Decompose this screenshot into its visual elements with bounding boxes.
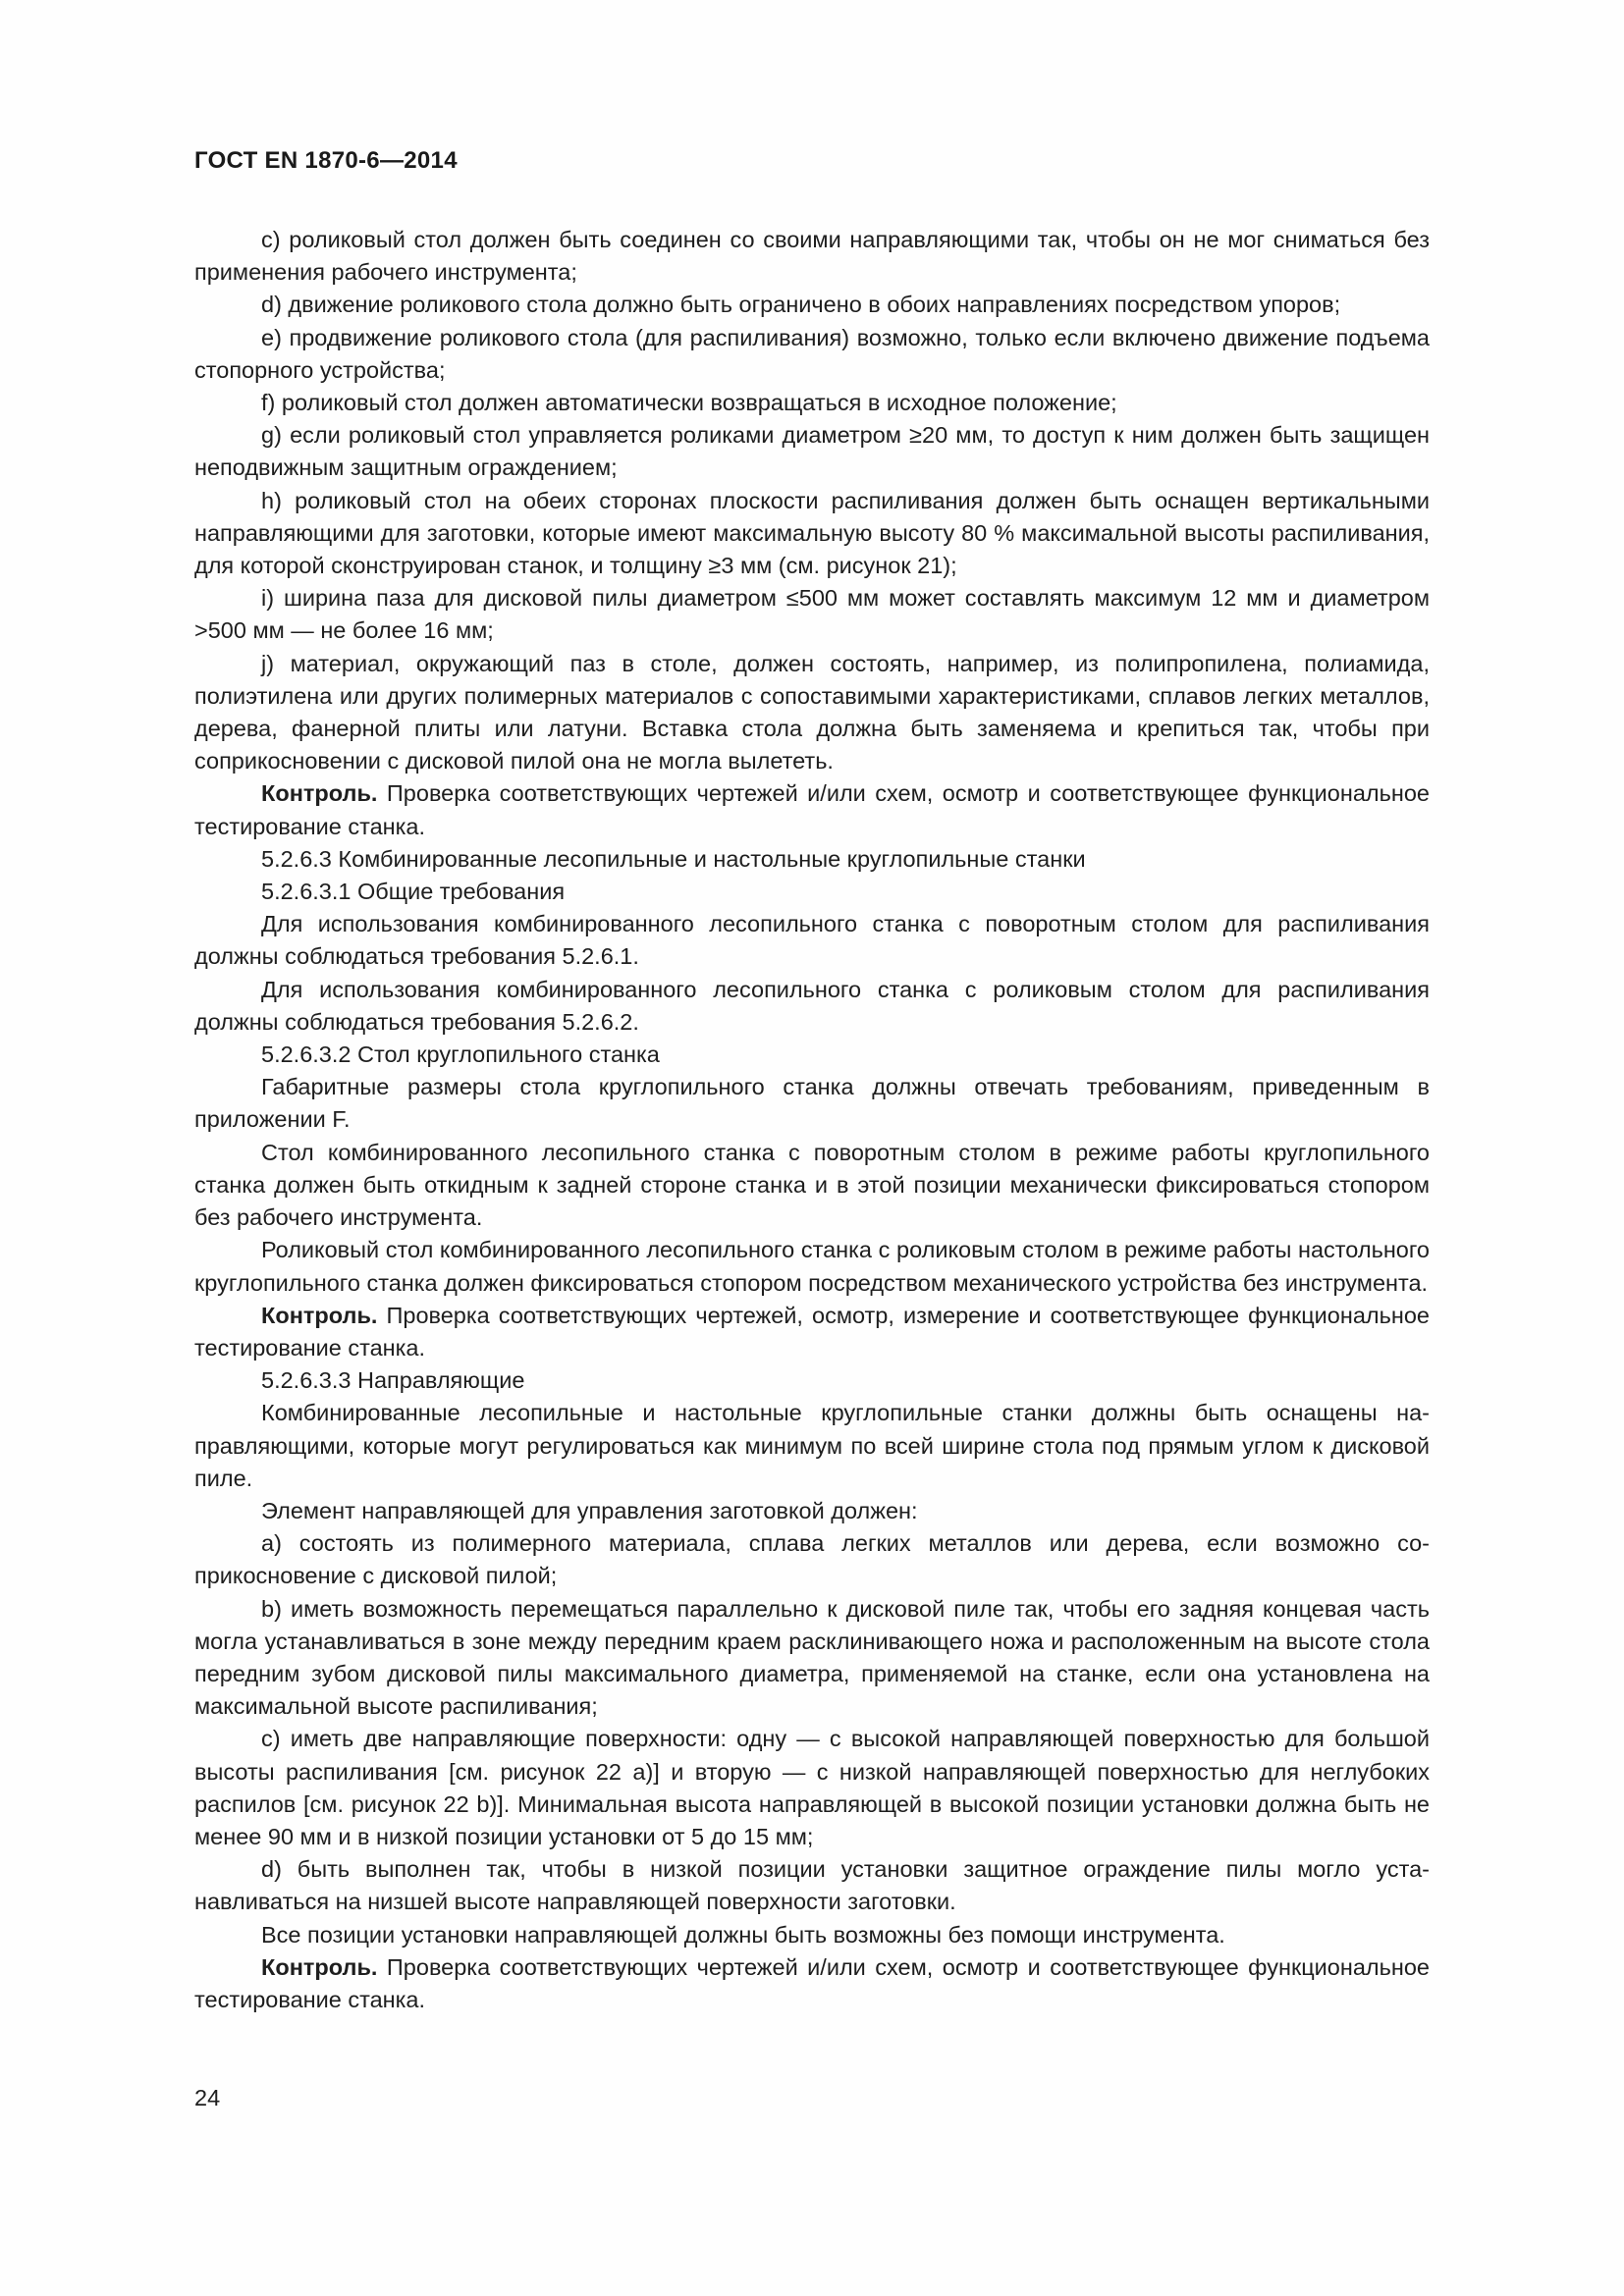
paragraph xyxy=(194,1593,1430,1724)
paragraph-text: b) иметь возможность перемещаться параллельно к дисковой пиле так, чтобы его задняя концевая часть могла устанавливаться в зоне между передним краем расклинивающего ножа и расположенным на высоте стола передним зубом дисковой пилы максимального диаметра, применяемой на станке, если она установлена на максимальной высоте распиливания; xyxy=(194,1595,1430,1720)
paragraph xyxy=(194,1723,1430,1853)
paragraph-text: d) движение роликового стола должно быть ограничено в обоих направлениях посредством упоров; xyxy=(261,292,1341,318)
paragraph xyxy=(194,1137,1430,1235)
paragraph-text: Все позиции установки направляющей должны быть возможны без помощи инструмента. xyxy=(261,1921,1225,1948)
paragraph xyxy=(194,322,1430,387)
paragraph xyxy=(194,1919,1430,1951)
paragraph-text: d) быть выполнен так, чтобы в низкой позиции установки защитное ограждение пилы могло устанавливаться на низшей высоте направляющей поверхности заготовки. xyxy=(194,1856,1430,1915)
paragraph-bold-lead: Контроль. xyxy=(261,1953,378,1980)
paragraph-text: j) материал, окружающий паз в столе, должен состоять, например, из полипропилена, полиамида, полиэтилена или других полимерных материалов с сопоставимыми характеристиками, сплавов легких металлов, дерева, фанерной плиты или латуни. Вставка стола должна быть заменяема и крепиться так, чтобы при соприкосновении с дисковой пилой она не могла вылететь. xyxy=(194,650,1430,774)
paragraph xyxy=(194,1397,1430,1495)
paragraph-text: Габаритные размеры стола круглопильного станка должны отвечать требованиям, приведенным в приложении F. xyxy=(194,1074,1430,1133)
paragraph-text: Проверка соответствующих чертежей, осмотр, измерение и соответствующее функциональное тестирование станка. xyxy=(194,1302,1430,1361)
paragraph-text: Проверка соответствующих чертежей и/или схем, осмотр и соответствующее функциональное тестирование станка. xyxy=(194,1953,1430,2012)
paragraph xyxy=(194,1951,1430,2016)
paragraph-bold-lead: Контроль. xyxy=(261,780,378,807)
paragraph xyxy=(194,1300,1430,1364)
paragraph-bold-lead: Контроль. xyxy=(261,1302,378,1328)
paragraph-text: g) если роликовый стол управляется роликами диаметром ≥20 мм, то доступ к ним должен быть защищен неподвижным защитным ограждением; xyxy=(194,422,1430,481)
paragraph-text: 5.2.6.3 Комбинированные лесопильные и настольные круглопильные станки xyxy=(261,845,1086,872)
paragraph-text: 5.2.6.3.3 Направляющие xyxy=(261,1367,525,1394)
paragraph-text: 5.2.6.3.1 Общие требования xyxy=(261,879,566,905)
page-number: 24 xyxy=(194,2085,221,2110)
paragraph xyxy=(194,1495,1430,1527)
paragraph-text: c) иметь две направляющие поверхности: одну — с высокой направляющей поверхностью для большой высоты распиливания [см. рисунок 22 a)] и вторую — с низкой направляющей поверхностью для неглубоких распилов [см. рисунок 22 b)]. Минимальная высота направляющей в высокой позиции установки должна быть не менее 90 мм и в низкой позиции установки от 5 до 15 мм; xyxy=(194,1726,1430,1849)
paragraph-text: 5.2.6.3.2 Стол круглопильного станка xyxy=(261,1041,660,1068)
paragraph xyxy=(194,1234,1430,1299)
paragraph xyxy=(194,485,1430,583)
paragraph xyxy=(194,419,1430,484)
document-header: ГОСТ EN 1870-6—2014 xyxy=(194,147,458,174)
paragraph-text: c) роликовый стол должен быть соединен со своими направляющими так, чтобы он не мог сниматься без применения рабочего инструмента; xyxy=(194,227,1430,286)
paragraph xyxy=(194,1071,1430,1136)
paragraph xyxy=(194,876,1430,908)
paragraph-text: Роликовый стол комбинированного лесопильного станка с роликовым столом в режиме работы настольного круглопильного станка должен фиксироваться стопором посредством механического устройства без инструмента. xyxy=(194,1237,1430,1296)
paragraph xyxy=(194,582,1430,647)
paragraph-text: Для использования комбинированного лесопильного станка с роликовым столом для распиливания должны соблюдаться требования 5.2.6.2. xyxy=(194,976,1430,1035)
paragraph-text: f) роликовый стол должен автоматически возвращаться в исходное положение; xyxy=(261,390,1117,416)
paragraph xyxy=(194,1527,1430,1592)
document-body xyxy=(194,224,1430,2016)
paragraph-text: Проверка соответствующих чертежей и/или схем, осмотр и соответствующее функциональное тестирование станка. xyxy=(194,780,1430,839)
paragraph-text: i) ширина паза для дисковой пилы диаметром ≤500 мм может составлять максимум 12 мм и диаметром >500 мм — не более 16 мм; xyxy=(194,585,1430,644)
paragraph xyxy=(194,908,1430,973)
paragraph xyxy=(194,224,1430,289)
paragraph-text: Стол комбинированного лесопильного станка с поворотным столом в режиме работы круглопильного станка должен быть откидным к задней стороне станка и в этой позиции механически фиксироваться стопором без рабочего инструмента. xyxy=(194,1139,1430,1231)
paragraph-text: a) состоять из полимерного материала, сплава легких металлов или дерева, если возможно соприкосновение с дисковой пилой; xyxy=(194,1530,1430,1589)
paragraph xyxy=(194,974,1430,1039)
paragraph-text: e) продвижение роликового стола (для распиливания) возможно, только если включено движение подъема стопорного устройства; xyxy=(194,324,1430,383)
paragraph-text: Комбинированные лесопильные и настольные круглопильные станки должны быть оснащены направляющими, которые могут регулироваться как минимум по всей ширине стола под прямым углом к дисковой пиле. xyxy=(194,1400,1430,1491)
paragraph xyxy=(194,387,1430,419)
paragraph xyxy=(194,1039,1430,1071)
paragraph-text: Для использования комбинированного лесопильного станка с поворотным столом для распиливания должны соблюдаться требования 5.2.6.1. xyxy=(194,911,1430,970)
paragraph xyxy=(194,1853,1430,1918)
paragraph xyxy=(194,289,1430,321)
paragraph xyxy=(194,648,1430,778)
paragraph xyxy=(194,1364,1430,1397)
paragraph-text: h) роликовый стол на обеих сторонах плоскости распиливания должен быть оснащен вертикальными направляющими для заготовки, которые имеют максимальную высоту 80 % максимальной высоты распиливания, для которой сконструирован станок, и толщину ≥3 мм (см. рисунок 21); xyxy=(194,487,1430,579)
paragraph-text: Элемент направляющей для управления заготовкой должен: xyxy=(261,1497,918,1523)
paragraph xyxy=(194,843,1430,876)
paragraph xyxy=(194,777,1430,842)
